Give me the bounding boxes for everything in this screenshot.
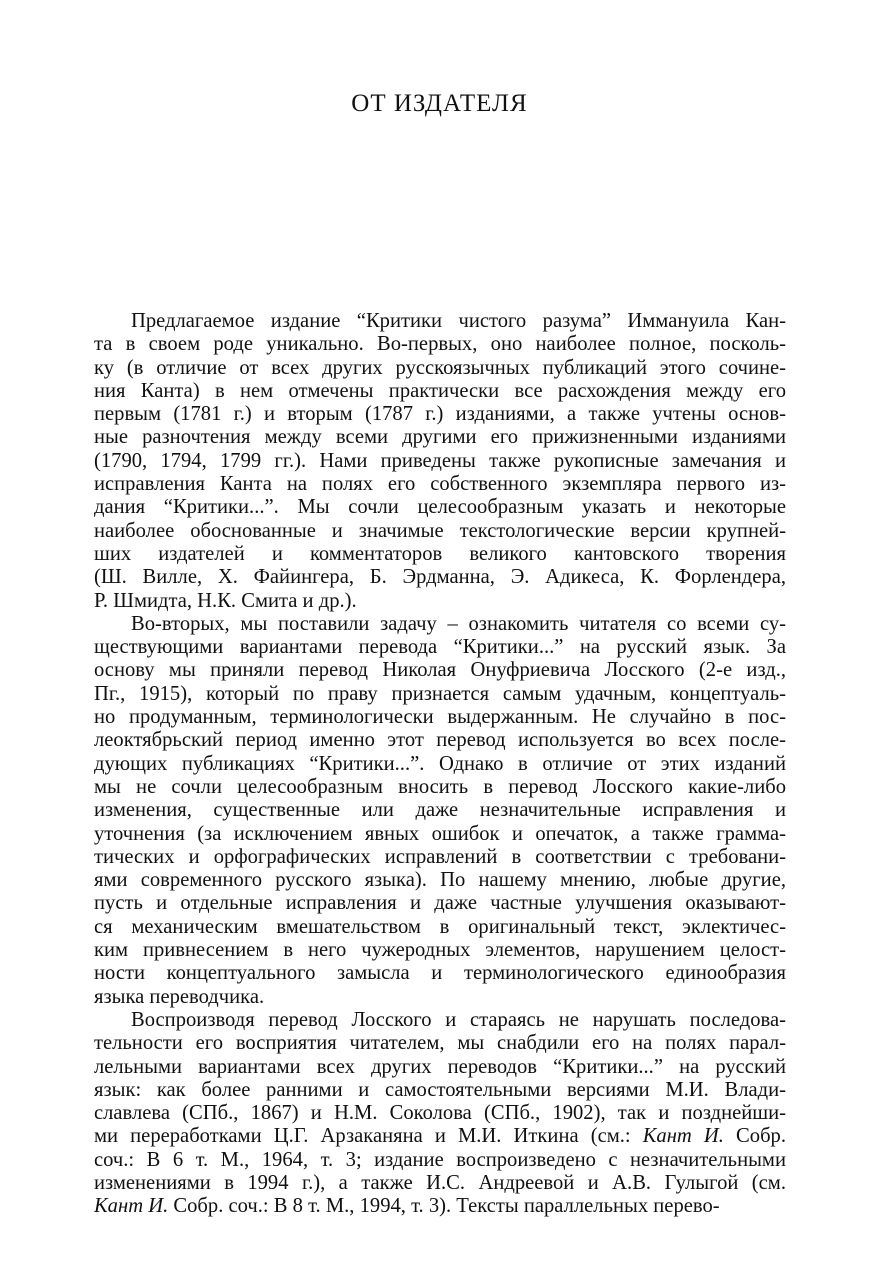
paragraph: [94, 613, 786, 1009]
paragraph: [94, 1009, 786, 1219]
text-line: языка переводчика.: [94, 985, 265, 1008]
text-line: пусть и отдельные исправления и даже частные улучшения оказывают-: [94, 892, 786, 915]
text-line: ния Канта) в нем отмечены практически все расхождения между его: [94, 379, 786, 402]
text-line: язык: как более ранними и самостоятельными версиями М.И. Влади-: [94, 1078, 786, 1101]
text-line: дующих публикациях “Критики...”. Однако в отличие от этих изданий: [94, 752, 786, 775]
text-line: ями современного русского языка). По нашему мнению, любые другие,: [94, 869, 786, 892]
text-line: Р. Шмидта, Н.К. Смита и др.).: [94, 589, 357, 612]
text-line: ших издателей и комментаторов великого кантовского творения: [94, 542, 786, 565]
text-line: лельными вариантами всех других переводов “Критики...” на русский: [94, 1055, 786, 1078]
page-title: ОТ ИЗДАТЕЛЯ: [351, 90, 528, 117]
text-line: ся механическим вмешательством в оригинальный текст, эклектичес-: [94, 915, 786, 938]
text-line: тельности его восприятия читателем, мы снабдили его на полях парал-: [94, 1032, 786, 1055]
text-line: мы не сочли целесообразным вносить в перевод Лосского какие-либо: [94, 775, 786, 798]
text-line: (Ш. Вилле, Х. Файингера, Б. Эрдманна, Э. Адикеса, К. Форлендера,: [94, 566, 786, 589]
text-line: леоктябрьский период именно этот перевод используется во всех после-: [94, 729, 786, 752]
text-line: Во-вторых, мы поставили задачу – ознакомить читателя со всеми су-: [131, 612, 786, 635]
text-line: изменениями в 1994 г.), а также И.С. Андреевой и А.В. Гулыгой (см.: [94, 1171, 786, 1194]
text-line: ким привнесением в него чужеродных элементов, нарушением целост-: [94, 939, 786, 962]
text-line: та в своем роде уникально. Во-первых, оно наиболее полное, посколь-: [94, 333, 786, 356]
text-line: первым (1781 г.) и вторым (1787 г.) изданиями, а также учтены основ-: [94, 403, 786, 426]
text-line: ные разночтения между всеми другими его прижизненными изданиями: [94, 426, 786, 449]
body-text: [94, 310, 786, 1219]
text-line: славлева (СПб., 1867) и Н.М. Соколова (СПб., 1902), так и позднейши-: [94, 1102, 786, 1125]
text-line: тических и орфографических исправлений в соответствии с требовани-: [94, 845, 786, 868]
paragraph: [94, 310, 786, 613]
text-line: Пг., 1915), который по праву признается самым удачным, концептуаль-: [94, 682, 786, 705]
text-line: Предлагаемое издание “Критики чистого разума” Иммануила Кан-: [131, 310, 786, 332]
italic-author-name: Кант И.: [642, 1125, 724, 1148]
text-line: Воспроизводя перевод Лосского и стараясь не нарушать последова-: [131, 1008, 786, 1031]
text-line: но продуманным, терминологически выдержанным. Не случайно в пос-: [94, 706, 786, 729]
text-line: уточнения (за исключением явных ошибок и опечаток, а также грамма-: [94, 822, 786, 845]
text-line: Кант И. Собр. соч.: В 8 т. М., 1994, т. 3). Тексты параллельных перево-: [94, 1195, 720, 1218]
text-line: изменения, существенные или даже незначительные исправления и: [94, 799, 786, 822]
text-line: дания “Критики...”. Мы сочли целесообразным указать и некоторые: [94, 496, 786, 519]
italic-author-name: Кант И.: [94, 1195, 169, 1218]
text-line: ности концептуального замысла и терминологического единообразия: [94, 962, 786, 985]
text-line: ку (в отличие от всех других русскоязычных публикаций этого сочине-: [94, 356, 786, 379]
text-line: соч.: В 6 т. М., 1964, т. 3; издание воспроизведено с незначительными: [94, 1148, 786, 1171]
text-line: ществующими вариантами перевода “Критики...” на русский язык. За: [94, 636, 786, 659]
text-line: наиболее обоснованные и значимые текстологические версии крупней-: [94, 519, 786, 542]
text-line: основу мы приняли перевод Николая Онуфриевича Лосского (2-е изд.,: [94, 659, 786, 682]
text-line: (1790, 1794, 1799 гг.). Нами приведены также рукописные замечания и: [94, 449, 786, 472]
text-line: исправления Канта на полях его собственного экземпляра первого из-: [94, 473, 786, 496]
text-line: ми переработками Ц.Г. Арзаканяна и М.И. Иткина (см.: Кант И. Собр.: [94, 1125, 786, 1148]
